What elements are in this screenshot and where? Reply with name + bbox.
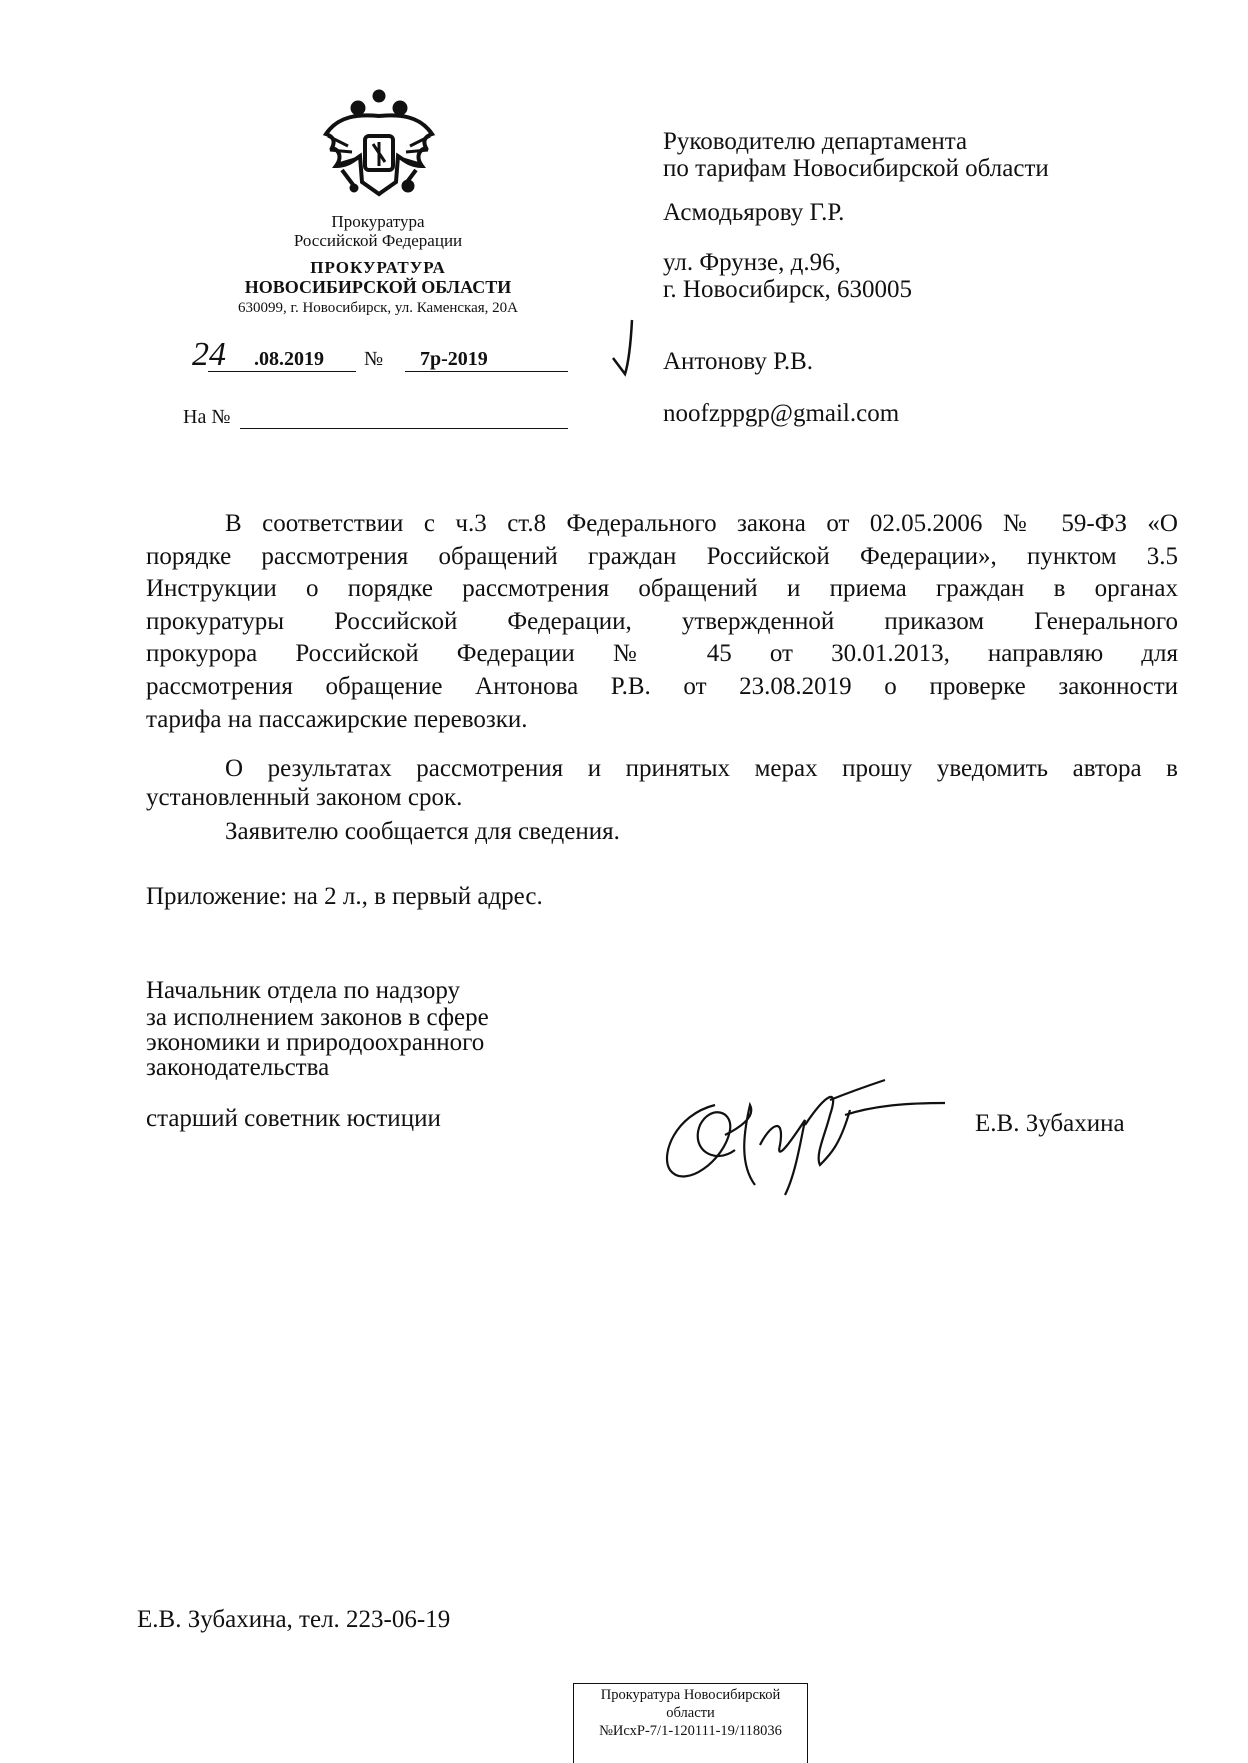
recipient-title-line1: Руководителю департамента bbox=[663, 128, 968, 155]
signer-position-line: Начальник отдела по надзору bbox=[146, 977, 461, 1004]
body-p1-line: прокуратуры Российской Федерации, утвержденной приказом Генерального bbox=[146, 608, 1178, 635]
signer-position-line: экономики и природоохранного bbox=[146, 1029, 485, 1056]
date-day-handwritten: 24 bbox=[192, 336, 226, 373]
checkmark-icon bbox=[610, 318, 640, 378]
body-p1-line: В соответствии с ч.3 ст.8 Федерального закона от 02.05.2006 № 59-ФЗ «О bbox=[225, 510, 1178, 537]
sender-org-bold2: НОВОСИБИРСКОЙ ОБЛАСТИ bbox=[244, 277, 512, 297]
body-p2-line: установленный законом срок. bbox=[146, 784, 463, 811]
reference-label: На № bbox=[183, 406, 231, 428]
recipient-address-line1: ул. Фрунзе, д.96, bbox=[663, 249, 841, 276]
body-p1-line: тарифа на пассажирские перевозки. bbox=[146, 706, 528, 733]
stamp-line3: №ИсхР-7/1-120111-19/118036 bbox=[599, 1723, 782, 1739]
number-underline bbox=[405, 371, 568, 372]
registration-stamp bbox=[573, 1683, 808, 1763]
copy-recipient-name: Антонову Р.В. bbox=[663, 348, 814, 375]
handwritten-signature bbox=[655, 1075, 950, 1200]
body-p1-line: порядке рассмотрения обращений граждан Российской Федерации», пунктом 3.5 bbox=[146, 543, 1178, 570]
date-rest: .08.2019 bbox=[254, 348, 324, 370]
sender-org-bold1: ПРОКУРАТУРА bbox=[310, 258, 446, 277]
recipient-address-line2: г. Новосибирск, 630005 bbox=[663, 276, 913, 303]
sender-org-line2: Российской Федерации bbox=[293, 231, 463, 250]
executor-contact: Е.В. Зубахина, тел. 223-06-19 bbox=[137, 1606, 451, 1633]
signer-position-line: за исполнением законов в сфере bbox=[146, 1004, 489, 1031]
coat-of-arms-icon bbox=[318, 86, 440, 200]
recipient-name: Асмодьярову Г.Р. bbox=[663, 199, 845, 226]
body-p1-line: рассмотрения обращение Антонова Р.В. от 23.08.2019 о проверке законности bbox=[146, 673, 1178, 700]
stamp-line1: Прокуратура Новосибирской bbox=[600, 1687, 781, 1703]
attachment-note: Приложение: на 2 л., в первый адрес. bbox=[146, 883, 543, 910]
date-underline bbox=[208, 371, 356, 372]
body-p2-line: О результатах рассмотрения и принятых мерах прошу уведомить автора в bbox=[225, 755, 1178, 782]
body-p1-line: Инструкции о порядке рассмотрения обращений и приема граждан в органах bbox=[146, 575, 1178, 602]
signer-name: Е.В. Зубахина bbox=[975, 1110, 1125, 1137]
number-sign: № bbox=[364, 348, 384, 370]
body-p3: Заявителю сообщается для сведения. bbox=[225, 818, 620, 845]
copy-recipient-email: noofzppgp@gmail.com bbox=[663, 400, 900, 427]
sender-address: 630099, г. Новосибирск, ул. Каменская, 20А bbox=[237, 300, 518, 316]
reference-underline bbox=[240, 428, 568, 429]
stamp-line2: области bbox=[666, 1705, 715, 1721]
signer-position-line: законодательства bbox=[146, 1054, 330, 1081]
body-p1-line: прокурора Российской Федерации № 45 от 30.01.2013, направляю для bbox=[146, 640, 1178, 667]
recipient-title-line2: по тарифам Новосибирской области bbox=[663, 155, 1049, 182]
sender-org-line1: Прокуратура bbox=[331, 212, 425, 231]
outgoing-number: 7р-2019 bbox=[420, 348, 488, 370]
signer-rank: старший советник юстиции bbox=[146, 1105, 441, 1132]
